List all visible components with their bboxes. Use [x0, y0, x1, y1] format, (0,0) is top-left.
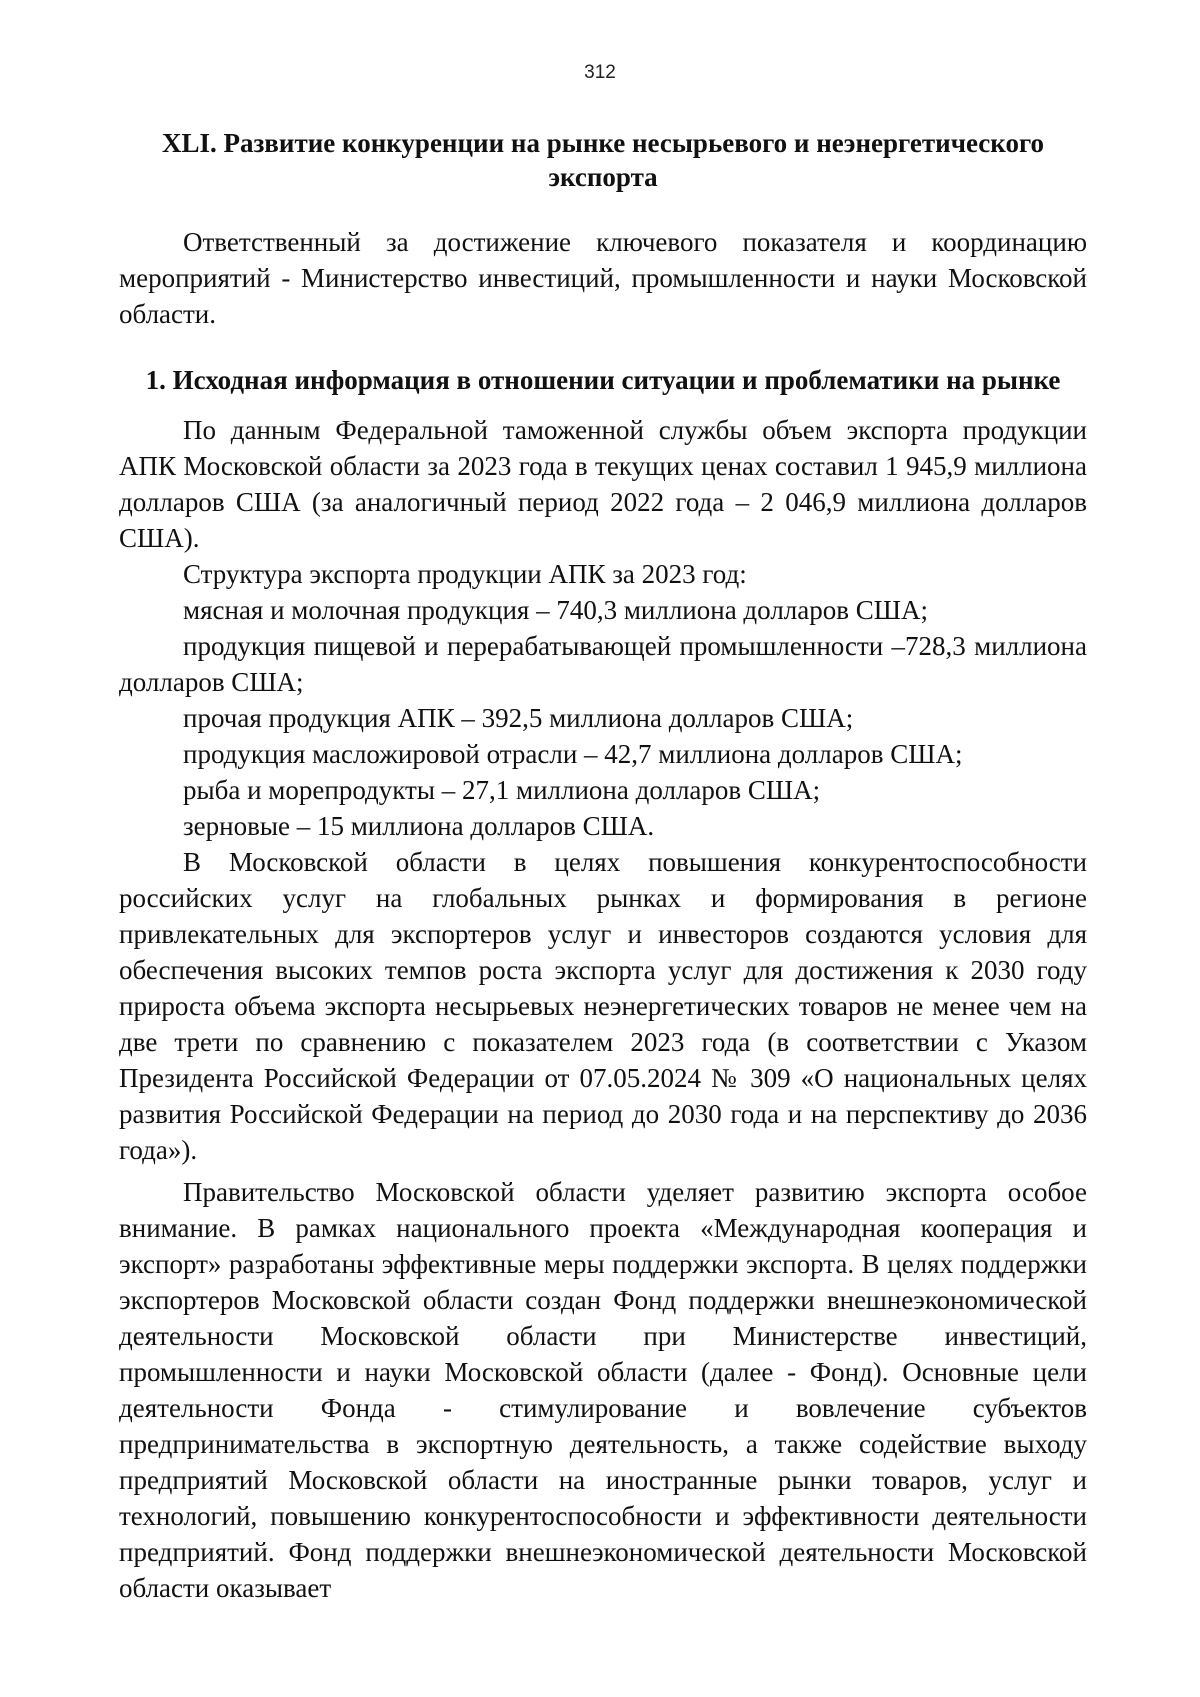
section-title-line-1: XLI. Развитие конкуренции на рынке несырьевого и неэнергетического — [161, 128, 1045, 158]
paragraph-government-support: Правительство Московской области уделяет развитию экспорта особое внимание. В рамках национального проекта «Международная кооперация и экспорт» разработаны эффективные меры поддержки экспорта. В целях поддержки экспортеров Московской области создан Фонд поддержки внешнеэкономической деятельности Московской области при Министерстве инвестиций, промышленности и науки Московской области (далее - Фонд). Основные цели деятельности Фонда - стимулирование и вовлечение субъектов предпринимательства в экспортную деятельность, а также содействие выходу предприятий Московской области на иностранные рынки товаров, услуг и технологий, повышению конкурентоспособности и эффективности деятельности предприятий. Фонд поддержки внешнеэкономической деятельности Московской области оказывает — [119, 1177, 1087, 1603]
export-structure-intro: Структура экспорта продукции АПК за 2023 год: — [183, 559, 747, 589]
page-number: 312 — [584, 62, 616, 83]
section-title-line-2: экспорта — [548, 162, 658, 192]
section-title — [119, 126, 1087, 194]
list-item: зерновые – 15 миллиона долларов США. — [183, 811, 655, 841]
responsible-paragraph: Ответственный за достижение ключевого показателя и координацию мероприятий - Министерство инвестиций, промышленности и науки Московской области. — [119, 227, 1087, 329]
paragraph-competitiveness: В Московской области в целях повышения конкурентоспособности российских услуг на глобальных рынках и формирования в регионе привлекательных для экспортеров услуг и инвесторов создаются условия для обеспечения высоких темпов роста экспорта услуг для достижения к 2030 году прироста объема экспорта несырьевых неэнергетических товаров не менее чем на две трети по сравнению с показателем 2023 года (в соответствии с Указом Президента Российской Федерации от 07.05.2024 № 309 «О национальных целях развития Российской Федерации на период до 2030 года и на перспективу до 2036 года»). — [119, 847, 1087, 1165]
subsection-title: 1. Исходная информация в отношении ситуации и проблематики на рынке — [145, 365, 1061, 395]
paragraph-export-volume: По данным Федеральной таможенной службы объем экспорта продукции АПК Московской области за 2023 года в текущих ценах составил 1 945,9 миллиона долларов США (за аналогичный период 2022 года – 2 046,9 миллиона долларов США). — [119, 415, 1087, 553]
list-item: рыба и морепродукты – 27,1 миллиона долларов США; — [183, 775, 821, 805]
list-item: продукция пищевой и перерабатывающей промышленности –728,3 миллиона долларов США; — [119, 631, 1087, 697]
list-item: прочая продукция АПК – 392,5 миллиона долларов США; — [183, 703, 854, 733]
list-item: мясная и молочная продукция – 740,3 миллиона долларов США; — [183, 595, 928, 625]
document-body — [119, 126, 1087, 1606]
list-item: продукция масложировой отрасли – 42,7 миллиона долларов США; — [183, 739, 963, 769]
